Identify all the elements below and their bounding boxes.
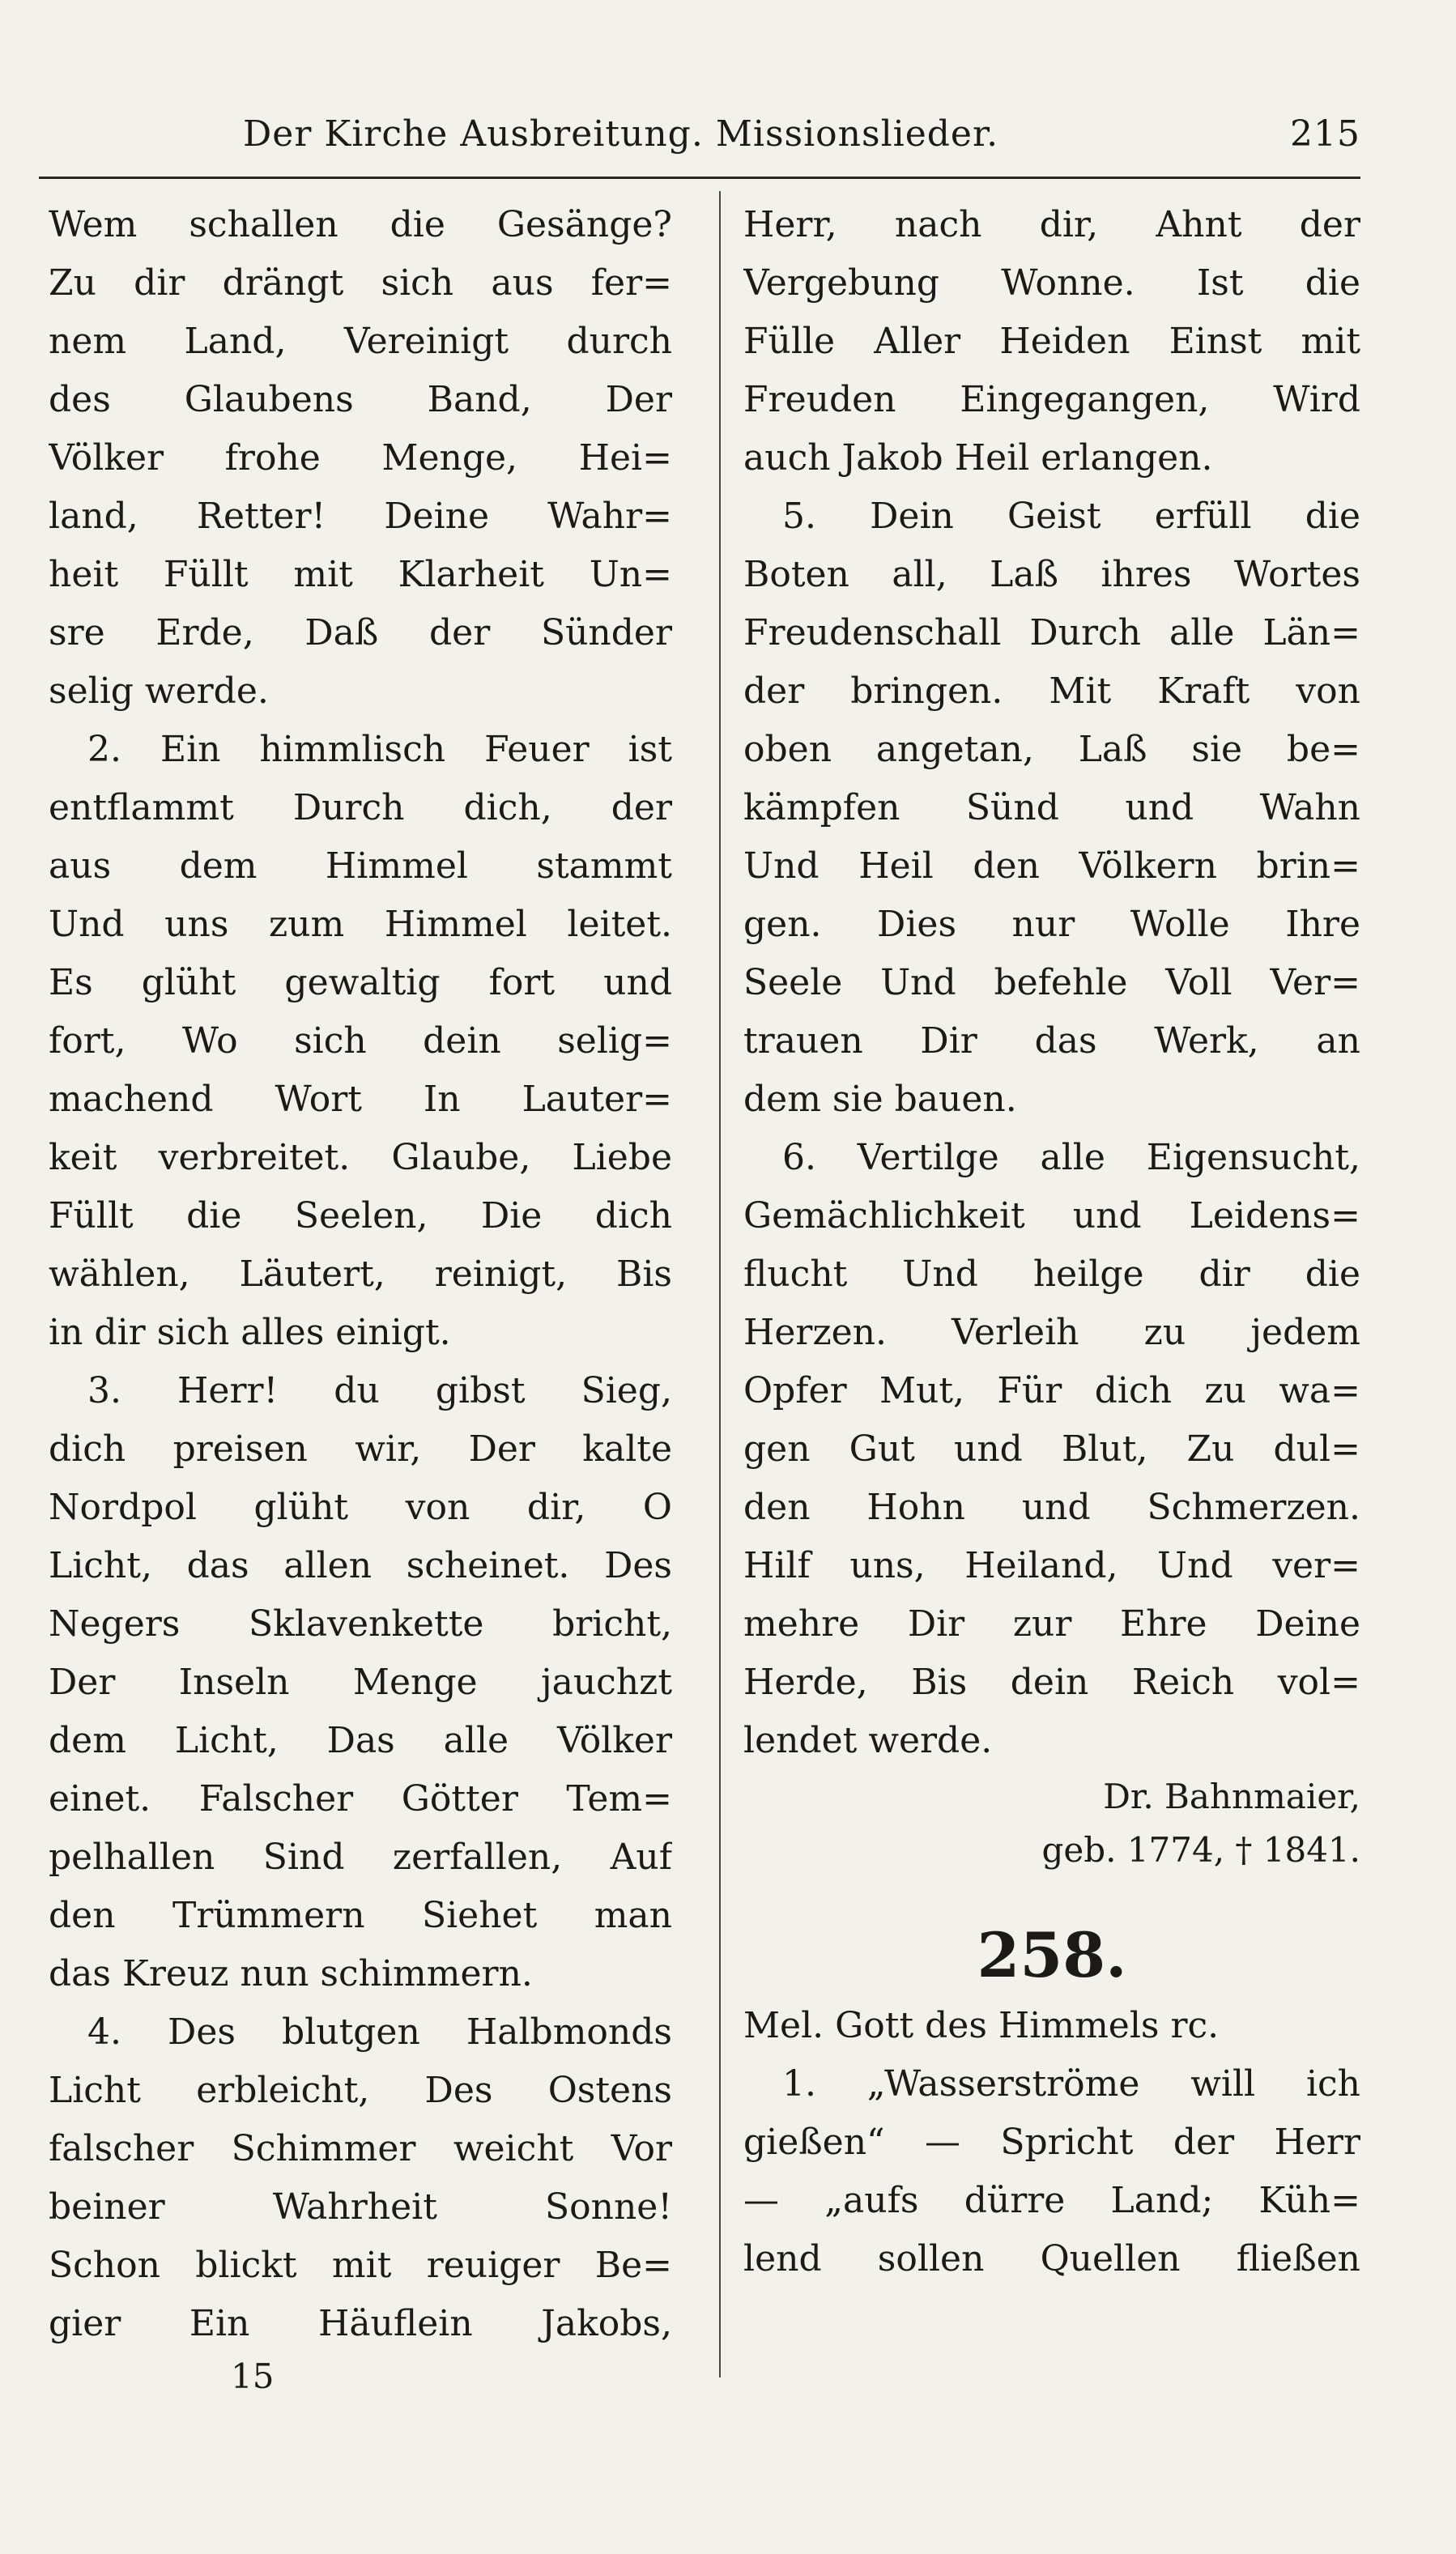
text-line: gießen“ — Spricht der Herr (743, 2122, 1360, 2163)
author-signature: Dr. Bahnmaier, (1103, 1777, 1360, 1816)
text-line: dem sie bauen. (743, 1079, 1017, 1120)
running-head-title: Der Kirche Ausbreitung. Missionslieder. (243, 113, 999, 155)
text-line: in dir sich alles einigt. (49, 1312, 451, 1353)
text-line: Herr, nach dir, Ahnt der (743, 204, 1360, 245)
text-line: kämpfen Sünd und Wahn (743, 787, 1360, 828)
text-line: Vergebung Wonne. Ist die (743, 262, 1360, 304)
text-line: Licht, das allen scheinet. Des (49, 1545, 672, 1586)
text-line: gen. Dies nur Wolle Ihre (743, 904, 1360, 945)
text-line: Seele Und befehle Voll Ver= (743, 962, 1360, 1003)
text-line: Hilf uns, Heiland, Und ver= (743, 1545, 1360, 1586)
stanza-start-line: 3. Herr! du gibst Sieg, (87, 1370, 672, 1411)
text-line: einet. Falscher Götter Tem= (49, 1778, 672, 1820)
right-column (743, 196, 1360, 2288)
printer-signature-mark: 15 (231, 2356, 275, 2396)
text-line: lend sollen Quellen fließen (743, 2238, 1360, 2279)
text-line: entflammt Durch dich, der (49, 787, 672, 828)
text-line: flucht Und heilge dir die (743, 1254, 1360, 1295)
text-line: Nordpol glüht von dir, O (49, 1487, 672, 1528)
text-line: Füllt die Seelen, Die dich (49, 1195, 672, 1237)
text-line: fort, Wo sich dein selig= (49, 1020, 672, 1062)
text-line: Boten all, Laß ihres Wortes (743, 554, 1360, 595)
text-line: aus dem Himmel stammt (49, 845, 672, 887)
text-line: Opfer Mut, Für dich zu wa= (743, 1370, 1360, 1411)
text-line: Wem schallen die Gesänge? (49, 204, 672, 245)
stanza-start-line: 1. „Wasserströme will ich (782, 2063, 1360, 2105)
text-line: trauen Dir das Werk, an (743, 1020, 1360, 1062)
text-line: Herzen. Verleih zu jedem (743, 1312, 1360, 1353)
text-line: Herde, Bis dein Reich vol= (743, 1662, 1360, 1703)
hymn-number: 258. (977, 1919, 1127, 1991)
text-line: dich preisen wir, Der kalte (49, 1428, 672, 1470)
author-dates: geb. 1774, † 1841. (1041, 1830, 1360, 1870)
text-line: falscher Schimmer weicht Vor (49, 2128, 672, 2169)
text-line: Gemächlichkeit und Leidens= (743, 1195, 1360, 1237)
header-rule (39, 177, 1360, 179)
text-line: Freudenschall Durch alle Län= (743, 612, 1360, 653)
text-line: den Trümmern Siehet man (49, 1895, 672, 1936)
text-line: oben angetan, Laß sie be= (743, 729, 1360, 770)
left-column (49, 196, 672, 2353)
text-line: auch Jakob Heil erlangen. (743, 437, 1213, 479)
text-line: Es glüht gewaltig fort und (49, 962, 672, 1003)
melody-line: Mel. Gott des Himmels rc. (743, 2005, 1220, 2046)
text-line: keit verbreitet. Glaube, Liebe (49, 1137, 672, 1178)
text-line: heit Füllt mit Klarheit Un= (49, 554, 672, 595)
running-head (243, 113, 1360, 170)
page-number: 215 (1290, 113, 1360, 155)
text-line: pelhallen Sind zerfallen, Auf (49, 1837, 672, 1878)
text-line: sre Erde, Daß der Sünder (49, 612, 672, 653)
text-line: mehre Dir zur Ehre Deine (743, 1603, 1360, 1645)
text-line: Und Heil den Völkern brin= (743, 845, 1360, 887)
stanza-start-line: 5. Dein Geist erfüll die (782, 496, 1360, 537)
text-line: Und uns zum Himmel leitet. (49, 904, 672, 945)
text-line: Völker frohe Menge, Hei= (49, 437, 672, 479)
text-line: selig werde. (49, 670, 269, 712)
text-line: beiner Wahrheit Sonne! (49, 2186, 672, 2228)
stanza-start-line: 2. Ein himmlisch Feuer ist (87, 729, 672, 770)
text-line: machend Wort In Lauter= (49, 1079, 672, 1120)
text-line: Freuden Eingegangen, Wird (743, 379, 1360, 420)
text-line: gier Ein Häuflein Jakobs, (49, 2303, 672, 2344)
stanza-start-line: 6. Vertilge alle Eigensucht, (782, 1137, 1360, 1178)
text-line: nem Land, Vereinigt durch (49, 321, 672, 362)
text-line: gen Gut und Blut, Zu dul= (743, 1428, 1360, 1470)
stanza-start-line: 4. Des blutgen Halbmonds (87, 2011, 672, 2053)
text-line: dem Licht, Das alle Völker (49, 1720, 672, 1761)
text-line: des Glaubens Band, Der (49, 379, 672, 420)
text-line: land, Retter! Deine Wahr= (49, 496, 672, 537)
text-line: — „aufs dürre Land; Küh= (743, 2180, 1360, 2221)
text-line: der bringen. Mit Kraft von (743, 670, 1360, 712)
column-divider (719, 191, 721, 2377)
text-line: Fülle Aller Heiden Einst mit (743, 321, 1360, 362)
text-line: Licht erbleicht, Des Ostens (49, 2070, 672, 2111)
text-line: den Hohn und Schmerzen. (743, 1487, 1360, 1528)
text-line: Der Inseln Menge jauchzt (49, 1662, 672, 1703)
text-line: lendet werde. (743, 1720, 993, 1761)
text-line: wählen, Läutert, reinigt, Bis (49, 1254, 672, 1295)
text-line: Negers Sklavenkette bricht, (49, 1603, 672, 1645)
text-line: das Kreuz nun schimmern. (49, 1953, 533, 1994)
text-line: Schon blickt mit reuiger Be= (49, 2245, 672, 2286)
text-line: Zu dir drängt sich aus fer= (49, 262, 672, 304)
